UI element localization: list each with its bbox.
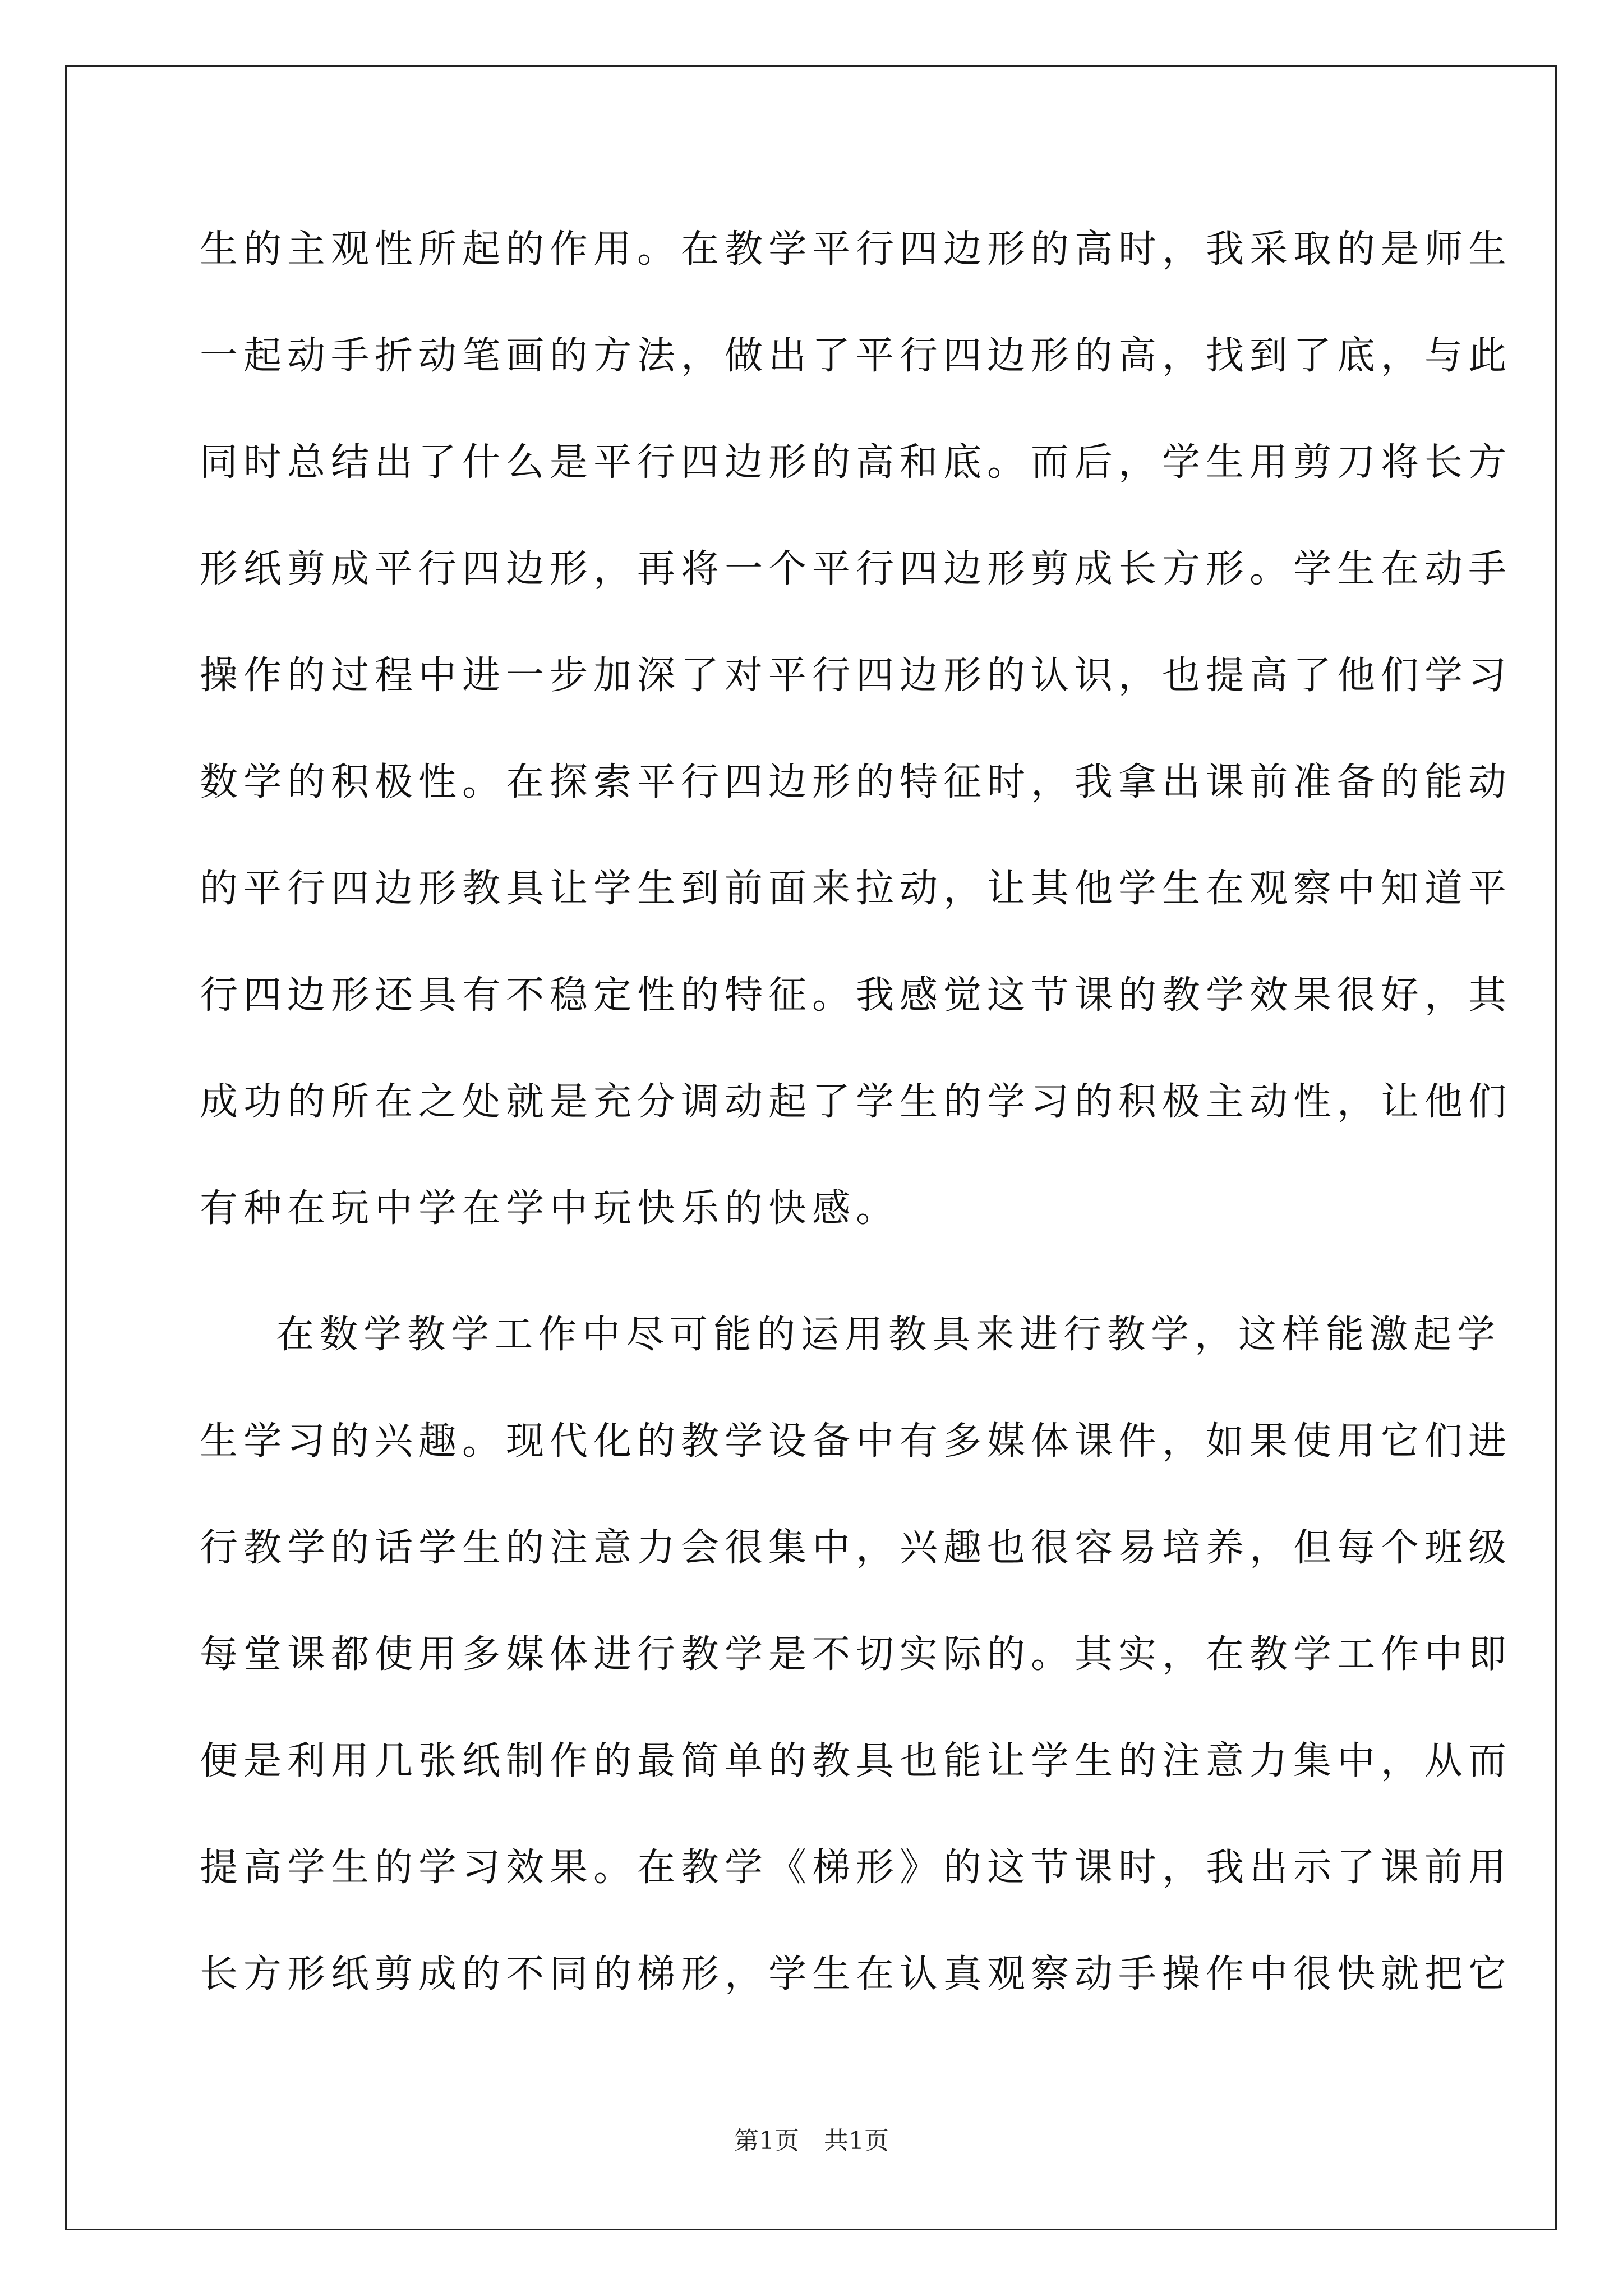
page-number-footer: 第1页 共1页 [734, 2127, 889, 2155]
text-line: 行教学的话学生的注意力会很集中，兴趣也很容易培养，但每个班级 [200, 1526, 1513, 1570]
text-line: 形纸剪成平行四边形，再将一个平行四边形剪成长方形。学生在动手 [200, 547, 1513, 591]
text-line: 提高学生的学习效果。在教学《梯形》的这节课时，我出示了课前用 [200, 1846, 1513, 1890]
text-line: 生的主观性所起的作用。在教学平行四边形的高时，我采取的是师生 [200, 227, 1513, 272]
text-line: 行四边形还具有不稳定性的特征。我感觉这节课的教学效果很好，其 [200, 973, 1513, 1018]
text-line: 每堂课都使用多媒体进行教学是不切实际的。其实，在教学工作中即 [200, 1632, 1513, 1677]
text-line: 数学的积极性。在探索平行四边形的特征时，我拿出课前准备的能动 [200, 760, 1513, 804]
text-line: 的平行四边形教具让学生到前面来拉动，让其他学生在观察中知道平 [200, 867, 1513, 911]
document-body [200, 210, 1513, 2042]
text-line: 生学习的兴趣。现代化的教学设备中有多媒体课件，如果使用它们进 [200, 1419, 1513, 1464]
text-line: 在数学教学工作中尽可能的运用教具来进行教学，这样能激起学 [276, 1313, 1501, 1357]
text-line: 有种在玩中学在学中玩快乐的快感。 [200, 1186, 900, 1231]
text-line: 长方形纸剪成的不同的梯形，学生在认真观察动手操作中很快就把它 [200, 1952, 1513, 1996]
text-line: 操作的过程中进一步加深了对平行四边形的认识，也提高了他们学习 [200, 654, 1513, 698]
text-line: 便是利用几张纸制作的最简单的教具也能让学生的注意力集中，从而 [200, 1739, 1513, 1783]
text-line: 一起动手折动笔画的方法，做出了平行四边形的高，找到了底，与此 [200, 334, 1513, 378]
paragraph-2 [200, 1296, 1513, 2042]
paragraph-1 [200, 210, 1513, 1296]
text-line: 同时总结出了什么是平行四边形的高和底。而后，学生用剪刀将长方 [200, 440, 1513, 485]
text-line: 成功的所在之处就是充分调动起了学生的学习的积极主动性，让他们 [200, 1080, 1513, 1124]
